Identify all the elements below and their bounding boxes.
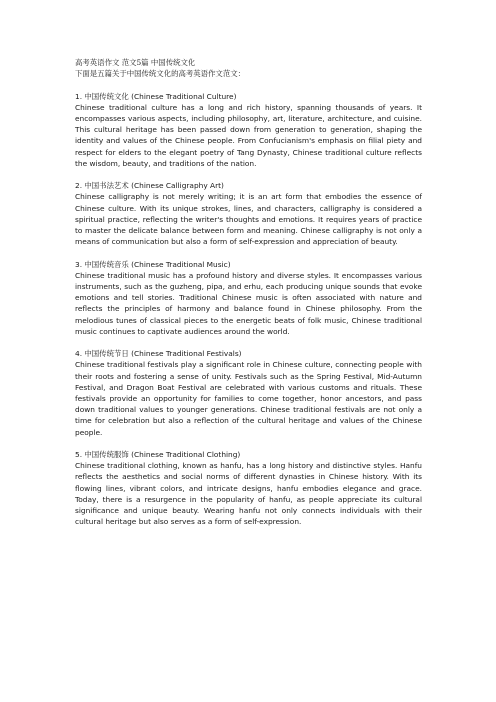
section-heading: 1. 中国传统文化 (Chinese Traditional Culture) <box>75 91 237 101</box>
section-body: Chinese calligraphy is not merely writing; it is an art form that embodies the essence of Chinese culture. With its unique strokes, lines, and characters, calligraphy is considered a spiritual practice, reflecting the writer's thoughts and emotions. It requires years of practice to master the delicate balance between form and meaning. Chinese calligraphy is not only a means of communication but also a form of self-expression and appreciation of beauty. <box>75 192 422 247</box>
section-5 <box>75 449 422 527</box>
document-page <box>75 57 422 527</box>
section-body: Chinese traditional music has a profound history and diverse styles. It encompasses various instruments, such as the guzheng, pipa, and erhu, each producing unique sounds that evoke emotions and tell stories. Traditional Chinese music is often associated with nature and reflects the principles of harmony and balance found in Chinese philosophy. From the melodious tunes of classical pieces to the energetic beats of folk music, Chinese traditional music continues to captivate audiences around the world. <box>75 270 422 336</box>
section-3 <box>75 259 422 337</box>
section-body: Chinese traditional culture has a long and rich history, spanning thousands of years. It encompasses various aspects, including philosophy, art, literature, architecture, and cuisine. This cultural heritage has been passed down from generation to generation, shaping the identity and values of the Chinese people. From Confucianism's emphasis on filial piety and respect for elders to the elegant poetry of Tang Dynasty, Chinese traditional culture reflects the wisdom, beauty, and traditions of the nation. <box>75 102 422 168</box>
section-heading: 3. 中国传统音乐 (Chinese Traditional Music) <box>75 259 231 269</box>
section-heading: 5. 中国传统服饰 (Chinese Traditional Clothing) <box>75 450 241 460</box>
section-2 <box>75 180 422 247</box>
section-heading: 4. 中国传统节日 (Chinese Traditional Festivals) <box>75 349 242 359</box>
section-heading: 2. 中国书法艺术 (Chinese Calligraphy Art) <box>75 181 224 191</box>
document-title: 高考英语作文 范文5篇 中国传统文化 <box>75 58 196 67</box>
section-1 <box>75 91 422 169</box>
section-4 <box>75 348 422 438</box>
document-intro: 下面是五篇关于中国传统文化的高考英语作文范文： <box>75 69 245 79</box>
section-body: Chinese traditional festivals play a significant role in Chinese culture, connecting people with their roots and fostering a sense of unity. Festivals such as the Spring Festival, Mid-Autumn Festival, and Dragon Boat Festival are celebrated with various customs and rituals. These festivals provide an opportunity for families to come together, honor ancestors, and pass down traditional values to younger generations. Chinese traditional festivals are not only a time for celebration but also a reflection of the cultural heritage and values of the Chinese people. <box>75 360 422 437</box>
section-body: Chinese traditional clothing, known as hanfu, has a long history and distinctive styles. Hanfu reflects the aesthetics and social norms of different dynasties in Chinese history. With its flowing lines, vibrant colors, and intricate designs, hanfu embodies elegance and grace. Today, there is a resurgence in the popularity of hanfu, as people appreciate its cultural significance and unique beauty. Wearing hanfu not only connects individuals with their cultural heritage but also serves as a form of self-expression. <box>75 461 422 527</box>
